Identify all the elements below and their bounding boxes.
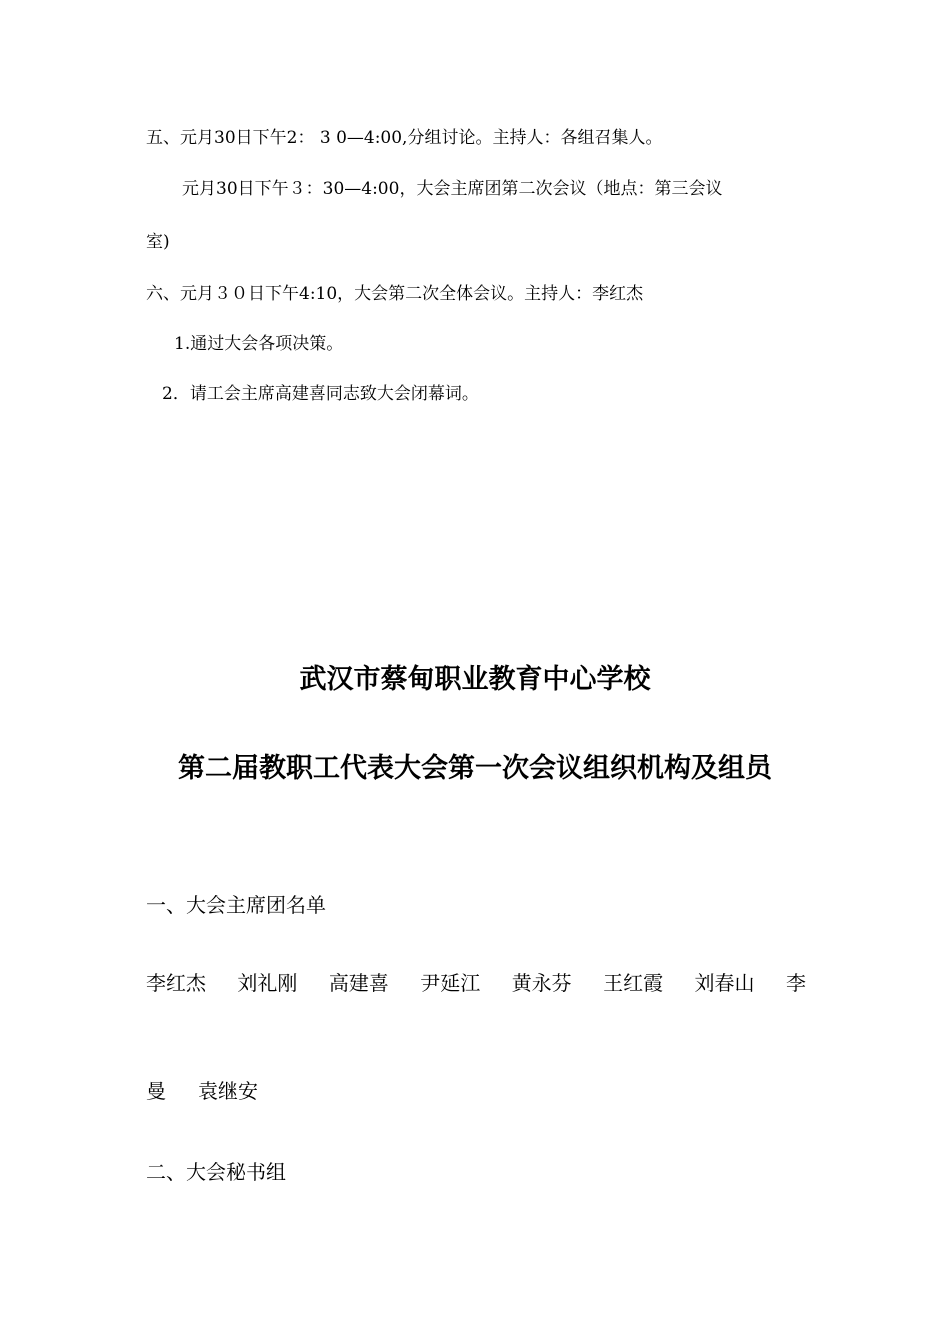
meeting-title: 第二届教职工代表大会第一次会议组织机构及组员: [178, 753, 772, 784]
member-name: 尹延江: [420, 971, 481, 995]
member-name: 袁继安: [198, 1079, 258, 1103]
member-name: 李红杰: [146, 971, 206, 995]
member-name: 曼: [146, 1079, 166, 1103]
member-name: 高建喜: [328, 971, 389, 995]
schedule-item-six-point-1: 1.通过大会各项决策。: [174, 334, 344, 354]
schedule-item-five-sub: 元月30日下午３：30—4:00，大会主席团第二次会议（地点：第三会议: [182, 179, 723, 199]
schedule-item-five: 五、元月30日下午2： 3 0—4:00,分组讨论。主持人：各组召集人。: [146, 128, 663, 148]
section-heading-presidium: 一、大会主席团名单: [146, 893, 326, 917]
presidium-names-row: [146, 969, 806, 997]
member-name: 王红霞: [603, 971, 664, 995]
member-name: 刘礼刚: [237, 971, 298, 995]
member-name: 刘春山: [694, 971, 755, 995]
schedule-item-six-point-2: 2．请工会主席高建喜同志致大会闭幕词。: [162, 384, 479, 404]
school-title: 武汉市蔡甸职业教育中心学校: [299, 664, 651, 695]
member-name: 黄永芬: [511, 971, 572, 995]
schedule-item-six: 六、元月３０日下午4:10，大会第二次全体会议。主持人：李红杰: [146, 284, 644, 304]
schedule-item-five-sub-wrap: 室): [146, 232, 170, 252]
presidium-names-row-continued: [146, 1077, 258, 1105]
member-name: 李: [785, 971, 806, 995]
section-heading-secretariat: 二、大会秘书组: [146, 1160, 286, 1184]
